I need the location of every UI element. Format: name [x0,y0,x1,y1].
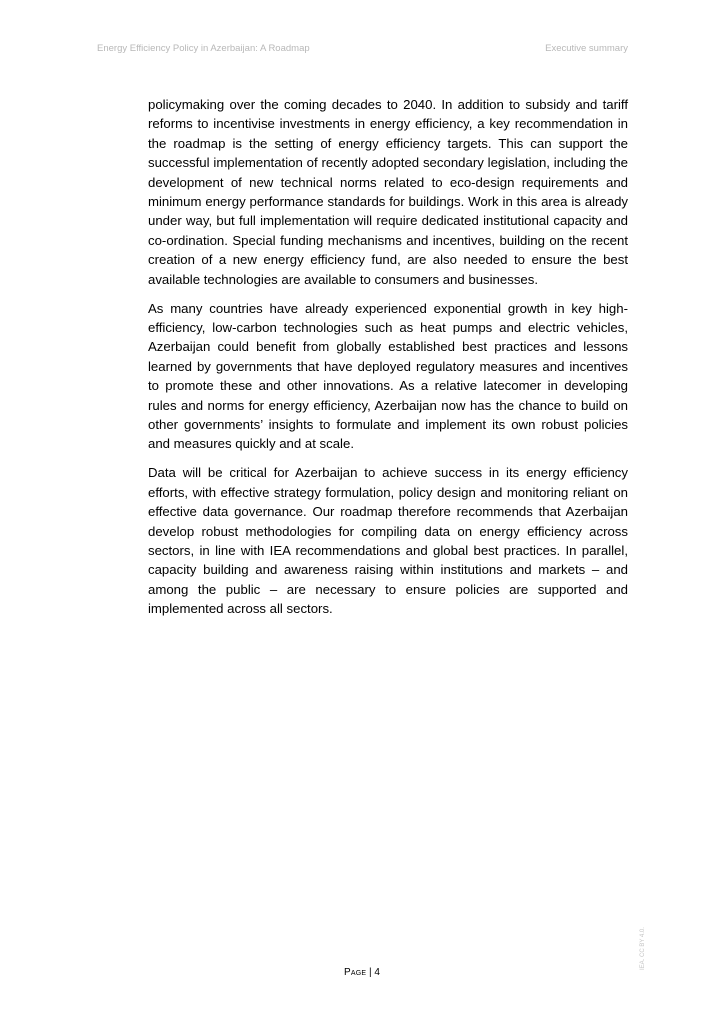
header-section-title: Executive summary [545,43,628,54]
page-label: Page [344,967,367,978]
page-separator: | [366,967,375,978]
body-paragraph: policymaking over the coming decades to 2040. In addition to subsidy and tariff reforms to incentivise investments in energy efficiency, a key recommendation in the roadmap is the setting of energy efficiency targets. This can support the successful implementation of recently adopted secondary legislation, including the development of new technical norms related to eco-design requirements and minimum energy performance standards for buildings. Work in this area is already under way, but full implementation will require dedicated institutional capacity and co-ordination. Special funding mechanisms and incentives, building on the recent creation of a new energy efficiency fund, are also needed to ensure the best available technologies are available to consumers and businesses. [148,97,628,287]
license-notice: IEA. CC BY 4.0. [640,927,646,970]
header-document-title: Energy Efficiency Policy in Azerbaijan: A Roadmap [97,43,310,54]
body-paragraph: As many countries have already experienced exponential growth in key high-efficiency, low-carbon technologies such as heat pumps and electric vehicles, Azerbaijan could benefit from globally established best practices and lessons learned by governments that have deployed regulatory measures and incentives to promote these and other innovations. As a relative latecomer in developing rules and norms for energy efficiency, Azerbaijan now has the chance to build on other governments’ insights to formulate and implement its own robust policies and measures quickly and at scale. [148,300,628,452]
page-number: 4 [374,967,380,978]
page-footer [0,967,724,978]
body-paragraph: Data will be critical for Azerbaijan to achieve success in its energy efficiency efforts, with effective strategy formulation, policy design and monitoring reliant on effective data governance. Our roadmap therefore recommends that Azerbaijan develop robust methodologies for compiling data on energy efficiency across sectors, in line with IEA recommendations and global best practices. In parallel, capacity building and awareness raising within institutions and markets – and among the public – are necessary to ensure policies are supported and implemented across all sectors. [148,465,628,617]
main-body-text [148,95,628,628]
running-header [97,43,628,57]
